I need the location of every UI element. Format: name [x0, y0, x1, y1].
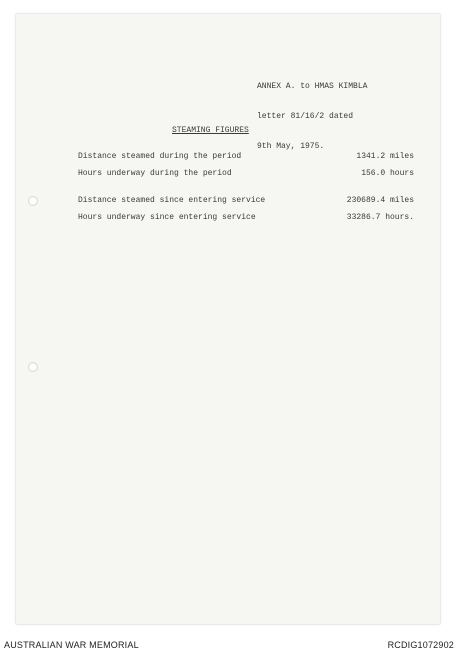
document-page — [16, 14, 440, 624]
row-value: 156.0 hours — [361, 169, 414, 178]
row-value: 33286.7 hours. — [346, 213, 414, 222]
punch-hole — [28, 196, 38, 206]
row-label: Hours underway during the period — [78, 169, 232, 178]
row-value: 1341.2 miles — [356, 152, 414, 161]
row-label: Distance steamed since entering service — [78, 196, 266, 205]
annex-line-2: letter 81/16/2 dated — [257, 112, 354, 121]
document-title: STEAMING FIGURES — [172, 126, 249, 135]
row-label: Distance steamed during the period — [78, 152, 242, 161]
footer-source: AUSTRALIAN WAR MEMORIAL — [4, 640, 139, 650]
annex-line-3: 9th May, 1975. — [257, 142, 325, 151]
annex-line-1: ANNEX A. to HMAS KIMBLA — [257, 82, 368, 91]
footer-id: RCDIG1072902 — [387, 640, 454, 650]
punch-hole — [28, 362, 38, 372]
annex-header — [257, 62, 367, 172]
row-label: Hours underway since entering service — [78, 213, 256, 222]
row-value: 230689.4 miles — [346, 196, 414, 205]
